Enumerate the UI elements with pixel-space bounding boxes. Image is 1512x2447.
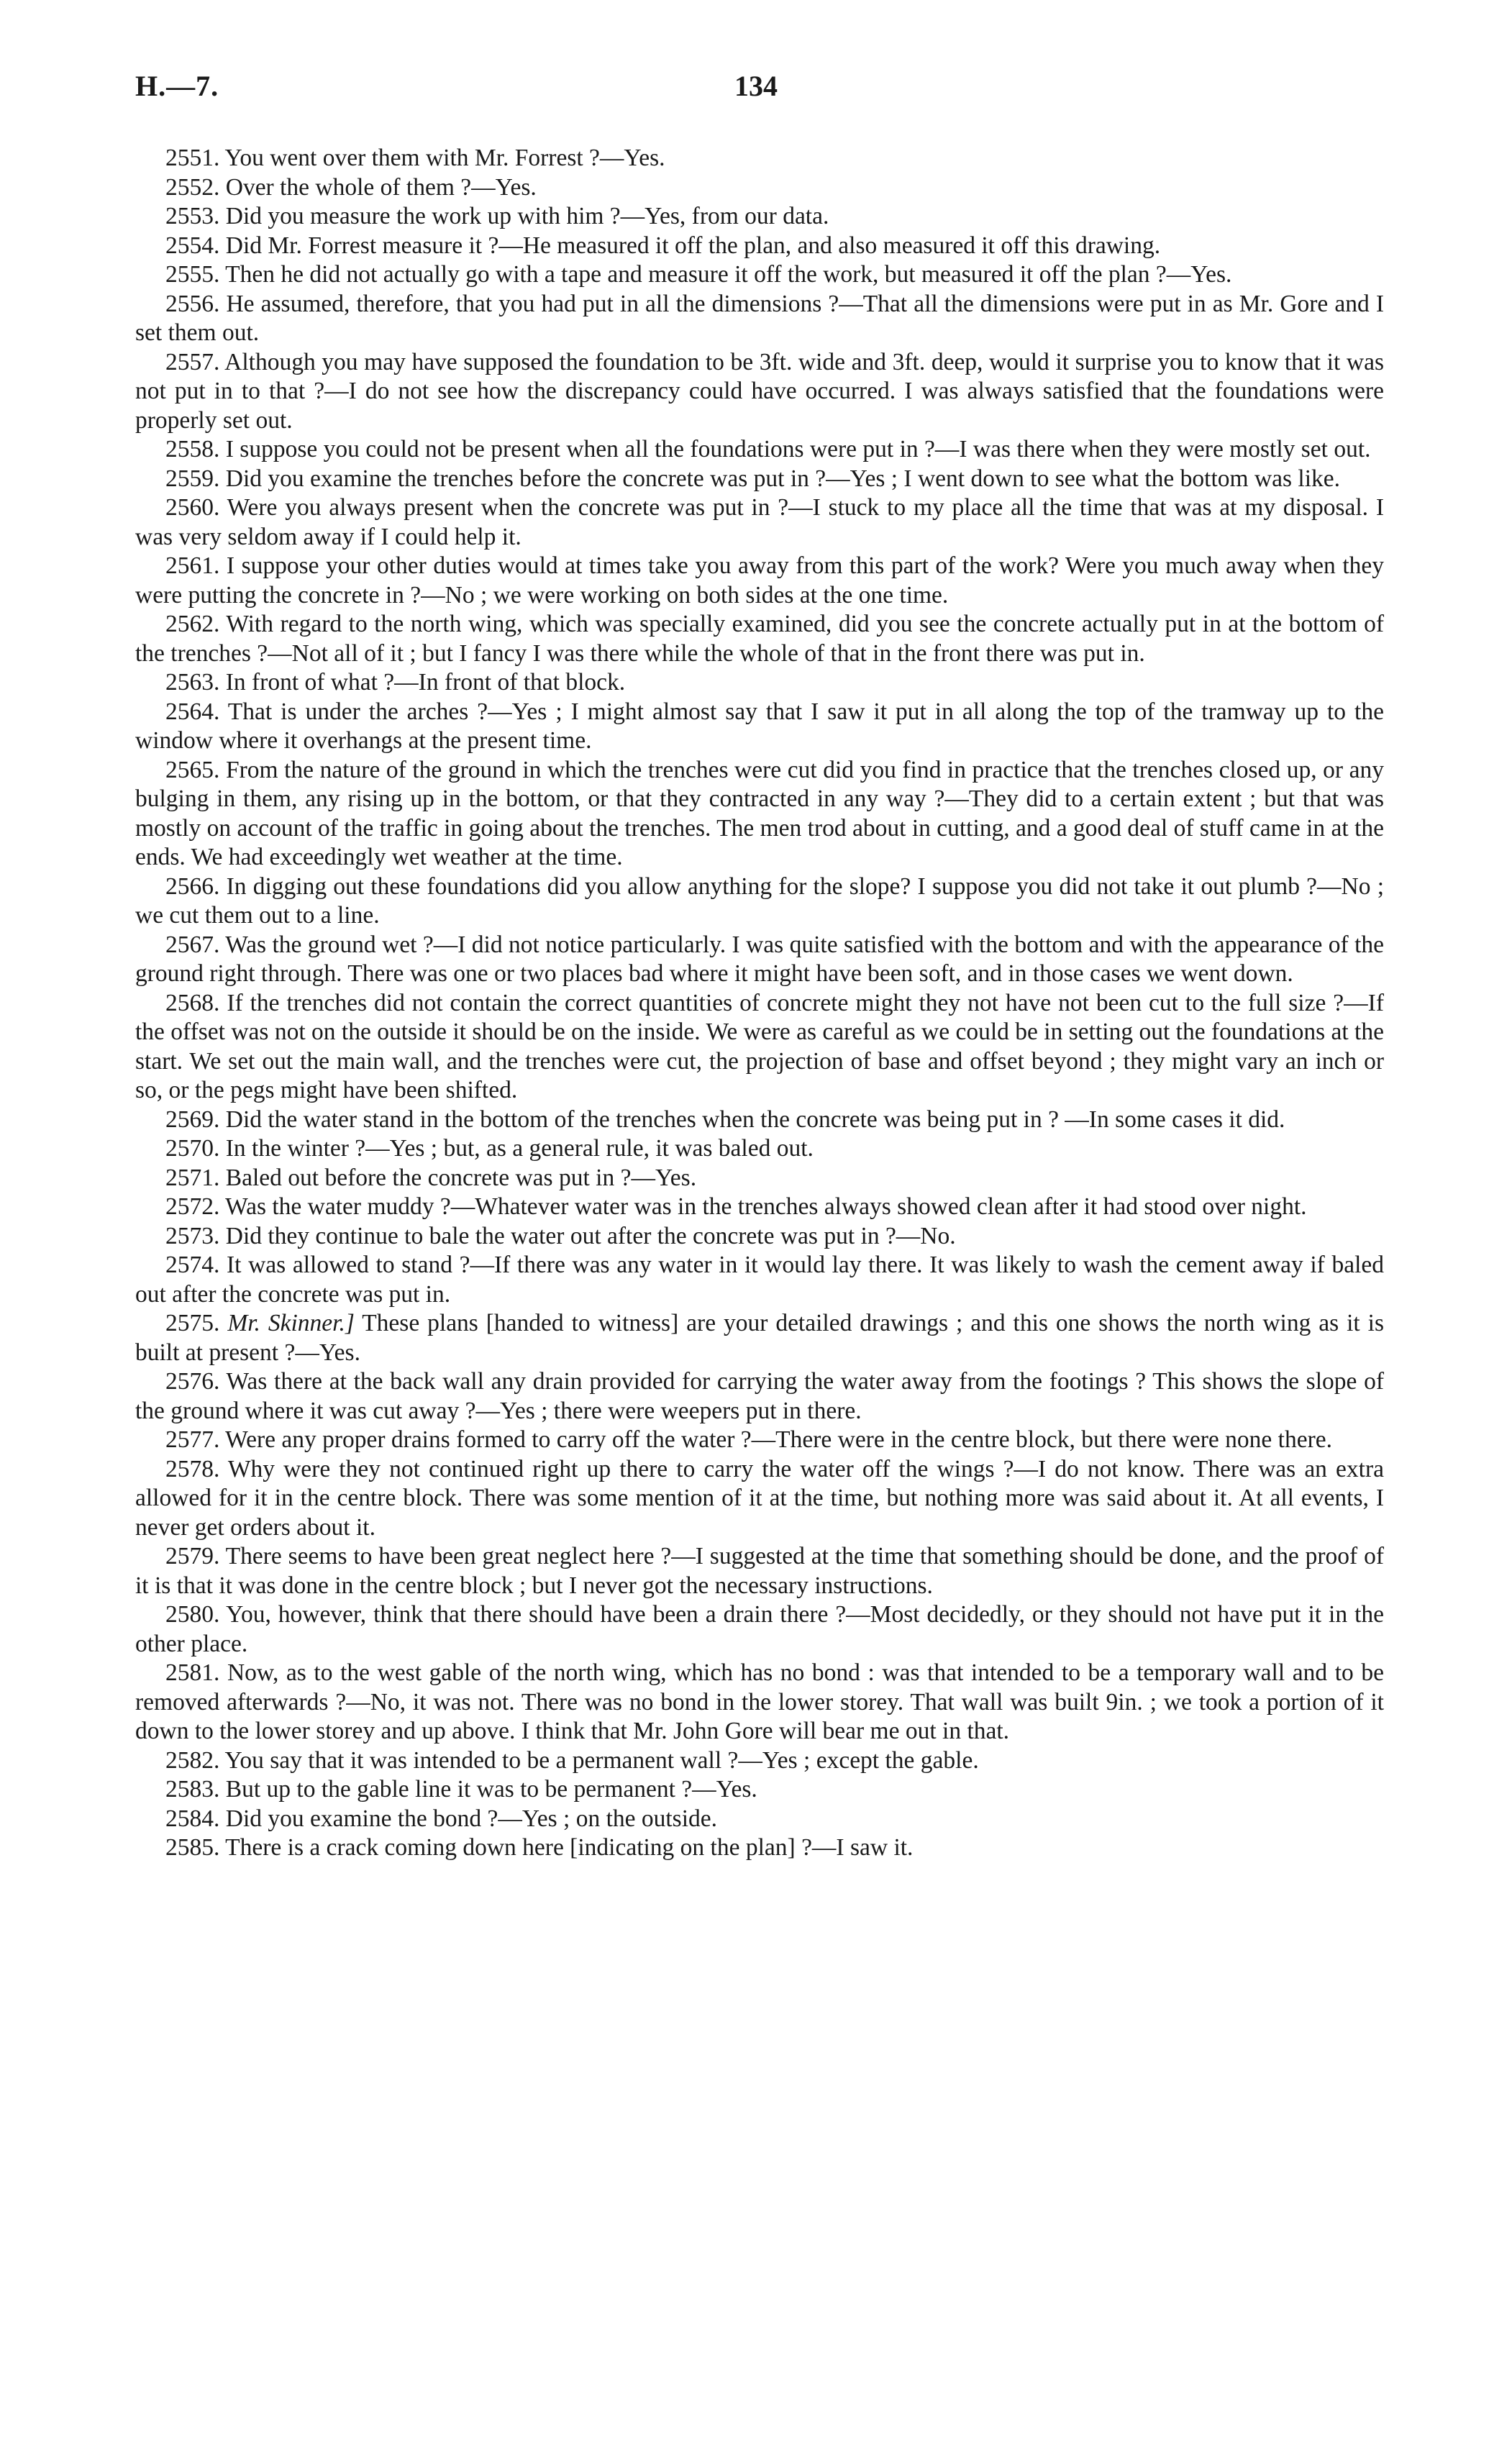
testimony-text: Then he did not actually go with a tape and measure it off the work, but measured it off the plan ?—Yes. (225, 261, 1232, 288)
testimony-text: With regard to the north wing, which was specially examined, did you see the concrete actually put in at the bottom of the trenches ?—Not all of it ; but I fancy I was there while the whole of that in the front there was put in. (135, 611, 1384, 667)
testimony-text: In the winter ?—Yes ; but, as a general rule, it was baled out. (225, 1135, 814, 1162)
testimony-paragraph (135, 1805, 1384, 1834)
testimony-text: Now, as to the west gable of the north wing, which has no bond : was that intended to be a temporary wall and to be removed afterwards ?—No, it was not. There was no bond in the lower storey. That wall was built 9in. ; we took a portion of it down to the lower storey and up above. I think that Mr. John Gore will bear me out in that. (135, 1659, 1385, 1744)
question-number: 2581. (165, 1659, 220, 1686)
testimony-paragraph (135, 1833, 1384, 1863)
question-number: 2577. (165, 1426, 220, 1453)
testimony-paragraph (135, 173, 1384, 203)
testimony-text: If the trenches did not contain the correct quantities of concrete might they not have not been cut to the full size ?—If the offset was not on the outside it should be on the inside. We were as careful as we could be in setting out the foundations at the start. We set out the main wall, and the trenches were cut, the projection of base and offset beyond ; they might vary an inch or so, or the pegs might have been shifted. (135, 989, 1384, 1103)
document-reference: H.—7. (135, 70, 219, 102)
testimony-text: It was allowed to stand ?—If there was any water in it would lay there. It was likely to wash the cement away if baled out after the concrete was put in. (135, 1252, 1384, 1308)
testimony-text: But up to the gable line it was to be permanent ?—Yes. (225, 1776, 757, 1803)
question-number: 2584. (165, 1805, 220, 1832)
testimony-text: Did you examine the bond ?—Yes ; on the outside. (225, 1805, 718, 1832)
testimony-paragraph (135, 1426, 1384, 1455)
speaker-name: Mr. Skinner.] (227, 1310, 355, 1336)
testimony-text: Were any proper drains formed to carry off the water ?—There were in the centre block, but there were none there. (225, 1426, 1332, 1453)
question-number: 2571. (165, 1164, 220, 1191)
testimony-paragraph (135, 989, 1384, 1106)
testimony-paragraph (135, 493, 1384, 552)
question-number: 2563. (165, 669, 220, 696)
testimony-text: There is a crack coming down here [indicating on the plan] ?—I saw it. (225, 1834, 914, 1861)
testimony-text: I suppose your other duties would at times take you away from this part of the work? Were you much away when they were putting the concrete in ?—No ; we were working on both sides at the one time. (135, 552, 1385, 609)
testimony-paragraph (135, 202, 1384, 232)
question-number: 2562. (165, 611, 220, 637)
testimony-paragraph (135, 698, 1384, 756)
testimony-text: Although you may have supposed the foundation to be 3ft. wide and 3ft. deep, would it surprise you to know that it was not put in to that ?—I do not see how the discrepancy could have occurred. I was always satisfied that the foundations were properly set out. (135, 348, 1384, 434)
testimony-text: In front of what ?—In front of that block. (225, 669, 626, 696)
question-number: 2567. (165, 931, 220, 958)
question-number: 2576. (165, 1368, 220, 1395)
testimony-text: These plans [handed to witness] are your detailed drawings ; and this one shows the north wing as it is built at present ?—Yes. (135, 1310, 1385, 1366)
testimony-paragraph (135, 668, 1384, 698)
question-number: 2554. (165, 232, 220, 259)
testimony-paragraph (135, 1746, 1384, 1776)
question-number: 2573. (165, 1222, 220, 1249)
question-number: 2553. (165, 203, 220, 229)
testimony-paragraph (135, 1134, 1384, 1164)
testimony-paragraph (135, 1455, 1384, 1543)
question-number: 2572. (165, 1193, 220, 1220)
question-number: 2561. (165, 552, 220, 579)
testimony-text: He assumed, therefore, that you had put in all the dimensions ?—That all the dimensions were put in as Mr. Gore and I set them out. (135, 290, 1385, 346)
testimony-text: Over the whole of them ?—Yes. (225, 173, 537, 201)
testimony-paragraph (135, 1251, 1384, 1309)
question-number: 2564. (165, 698, 220, 725)
question-number: 2570. (165, 1135, 220, 1162)
testimony-text: You went over them with Mr. Forrest ?—Yes. (224, 145, 665, 171)
testimony-text: Baled out before the concrete was put in ?—Yes. (225, 1164, 697, 1191)
question-number: 2566. (165, 872, 220, 900)
question-number: 2556. (165, 290, 220, 317)
testimony-text: From the nature of the ground in which the trenches were cut did you find in practice that the trenches closed up, or any bulging in them, any rising up in the bottom, or that they contracted in any way ?—They did to a certain extent ; but that was mostly on account of the traffic in going about the trenches. The men trod about in cutting, and a good deal of stuff came in at the ends. We had exceedingly wet weather at the time. (135, 756, 1384, 870)
testimony-paragraph (135, 552, 1384, 610)
testimony-paragraph (135, 1542, 1384, 1600)
testimony-paragraph (135, 1193, 1384, 1222)
testimony-paragraph (135, 435, 1384, 465)
question-number: 2565. (165, 756, 220, 783)
testimony-paragraph (135, 1222, 1384, 1252)
question-number: 2552. (165, 173, 220, 201)
testimony-paragraph (135, 348, 1384, 436)
testimony-text: I suppose you could not be present when all the foundations were put in ?—I was there when they were mostly set out. (225, 436, 1371, 462)
page-number: 134 (734, 70, 778, 102)
question-number: 2555. (165, 261, 220, 288)
question-number: 2551. (165, 145, 220, 171)
testimony-paragraph (135, 872, 1384, 931)
testimony-paragraph (135, 931, 1384, 989)
question-number: 2557. (165, 348, 220, 375)
question-number: 2569. (165, 1106, 220, 1133)
question-number: 2560. (165, 494, 220, 521)
testimony-text: You, however, think that there should have been a drain there ?—Most decidedly, or they should not have put it in the other place. (135, 1601, 1385, 1657)
testimony-paragraph (135, 144, 1384, 173)
testimony-paragraph (135, 1164, 1384, 1193)
testimony-text: Did Mr. Forrest measure it ?—He measured it off the plan, and also measured it off this drawing. (225, 232, 1161, 259)
question-number: 2575. (165, 1310, 220, 1336)
question-number: 2558. (165, 436, 220, 462)
testimony-text: Why were they not continued right up there to carry the water off the wings ?—I do not know. There was an extra allowed for it in the centre block. There was some mention of it at the time, but nothing more was said about it. At all events, I never get orders about it. (135, 1455, 1384, 1541)
page-header (135, 69, 1377, 109)
question-number: 2579. (165, 1543, 220, 1569)
question-number: 2578. (165, 1455, 220, 1482)
testimony-paragraph (135, 260, 1384, 290)
testimony-text: There seems to have been great neglect here ?—I suggested at the time that something should be done, and the proof of it is that it was done in the centre block ; but I never got the necessary instructions. (135, 1543, 1384, 1599)
question-number: 2568. (165, 989, 220, 1016)
testimony-paragraph (135, 1659, 1384, 1746)
question-number: 2574. (165, 1252, 220, 1278)
testimony-text: Were you always present when the concrete was put in ?—I stuck to my place all the time that was at my disposal. I was very seldom away if I could help it. (135, 494, 1384, 550)
testimony-paragraph (135, 1775, 1384, 1805)
testimony-paragraph (135, 756, 1384, 872)
testimony-paragraph (135, 290, 1384, 348)
testimony-text: Did you measure the work up with him ?—Yes, from our data. (225, 203, 829, 229)
testimony-text: Did you examine the trenches before the concrete was put in ?—Yes ; I went down to see what the bottom was like. (225, 465, 1341, 492)
testimony-paragraph (135, 1309, 1384, 1367)
question-number: 2583. (165, 1776, 220, 1803)
testimony-paragraph (135, 232, 1384, 261)
testimony-text: Did they continue to bale the water out after the concrete was put in ?—No. (225, 1222, 956, 1249)
testimony-text: In digging out these foundations did you allow anything for the slope? I suppose you did not take it out plumb ?—No ; we cut them out to a line. (135, 872, 1384, 929)
question-number: 2580. (165, 1601, 220, 1628)
testimony-paragraph (135, 610, 1384, 668)
question-number: 2585. (165, 1834, 220, 1861)
testimony-text: That is under the arches ?—Yes ; I might almost say that I saw it put in all along the top of the tramway up to the window where it overhangs at the present time. (135, 698, 1384, 754)
testimony-text: Was there at the back wall any drain provided for carrying the water away from the footings ? This shows the slope of the ground where it was cut away ?—Yes ; there were weepers put in there. (135, 1368, 1384, 1424)
testimony-text: Was the water muddy ?—Whatever water was in the trenches always showed clean after it had stood over night. (225, 1193, 1307, 1220)
testimony-text: Did the water stand in the bottom of the trenches when the concrete was being put in ? —In some cases it did. (225, 1106, 1285, 1133)
testimony-paragraph (135, 1367, 1384, 1426)
testimony-paragraph (135, 465, 1384, 494)
question-number: 2559. (165, 465, 220, 492)
evidence-transcript (135, 144, 1384, 1863)
testimony-text: You say that it was intended to be a permanent wall ?—Yes ; except the gable. (224, 1746, 979, 1774)
testimony-text: Was the ground wet ?—I did not notice particularly. I was quite satisfied with the bottom and with the appearance of the ground right through. There was one or two places bad where it might have been soft, and in those cases we went down. (135, 931, 1384, 987)
testimony-paragraph (135, 1600, 1384, 1659)
testimony-paragraph (135, 1106, 1384, 1135)
question-number: 2582. (165, 1746, 220, 1774)
